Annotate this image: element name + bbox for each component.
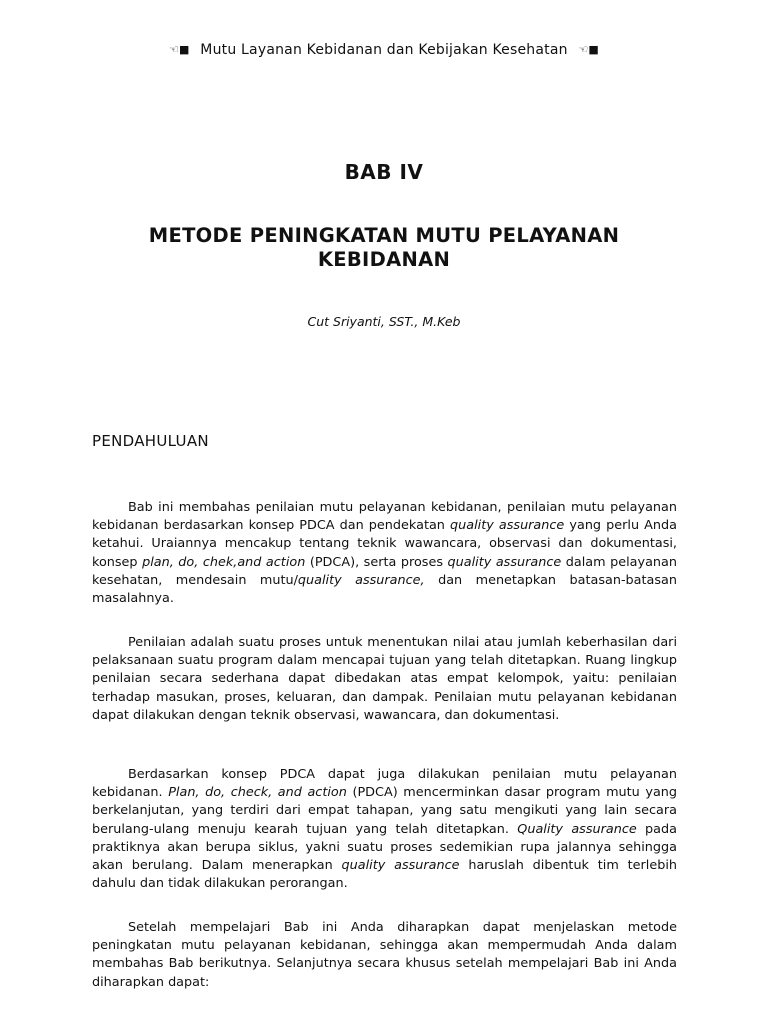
running-header	[0, 42, 768, 58]
body-paragraph	[92, 766, 677, 893]
paragraph-text: dan menetapkan batasan-batasan masalahnya.	[92, 572, 678, 607]
running-header-text: Mutu Layanan Kebidanan dan Kebijakan Kesehatan	[200, 42, 568, 58]
author-name: Cut Sriyanti, SST., M.Keb	[307, 314, 461, 329]
paragraph-text: yang perlu Anda ketahui. Uraiannya mencakup tentang teknik wawancara, observasi dan dokumentasi, konsep	[92, 518, 678, 570]
body-paragraph	[92, 919, 677, 992]
chapter-title-line-1: METODE PENINGKATAN MUTU PELAYANAN	[148, 224, 620, 247]
paragraph-text: Penilaian adalah suatu proses untuk menentukan nilai atau jumlah keberhasilan dari pelaksanaan suatu program dalam mencapai tujuan yang telah ditetapkan. Ruang lingkup penilaian secara sederhana dapat dibedakan atas empat kelompok, yaitu: penilaian terhadap masukan, proses, keluaran, dan dampak. Penilaian mutu pelayanan kebidanan dapat dilakukan dengan teknik observasi, wawancara, dan dokumentasi.	[92, 635, 677, 723]
section-heading: PENDAHULUAN	[92, 432, 209, 450]
chapter-heading: BAB IV	[344, 160, 424, 184]
paragraph-text: Setelah mempelajari Bab ini Anda diharapkan dapat menjelaskan metode peningkatan mutu pelayanan kebidanan, sehingga akan mempermudah Anda dalam membahas Bab berikutnya. Selanjutnya secara khusus setelah mempelajari Bab ini Anda diharapkan dapat:	[92, 920, 677, 990]
italic-term: quality assurance	[341, 858, 460, 874]
italic-term: quality assurance,	[297, 572, 425, 588]
italic-term: quality assurance	[450, 518, 565, 534]
chapter-title	[0, 224, 768, 272]
paragraph-text: (PDCA), serta proses	[305, 554, 448, 570]
chapter-title-line-2: KEBIDANAN	[317, 248, 451, 271]
body-paragraph	[92, 634, 677, 725]
pointing-hand-icon: ☜■	[168, 43, 190, 56]
paragraph-text: Berdasarkan konsep PDCA dapat juga dilakukan penilaian mutu pelayanan kebidanan.	[92, 767, 677, 801]
paragraph-text: (PDCA) mencerminkan dasar program mutu yang berkelanjutan, yang terdiri dari empat tahapan, yang satu mengikuti yang lain secara berulang-ulang menuju kearah tujuan yang telah ditetapkan.	[92, 785, 678, 837]
italic-term: quality assurance	[447, 554, 562, 570]
italic-term: Quality assurance	[517, 821, 637, 837]
paragraph-text: haruslah dibentuk tim terlebih dahulu dan tidak dilakukan perorangan.	[92, 858, 677, 892]
pointing-hand-icon: ☜■	[578, 43, 599, 56]
paragraph-text: dalam pelayanan kesehatan, mendesain mutu/	[92, 554, 677, 588]
paragraph-text: pada praktiknya akan berupa siklus, yakni suatu proses sedemikian rupa jalannya sehingga akan berulang. Dalam menerapkan	[92, 821, 677, 874]
paragraph-text: Bab ini membahas penilaian mutu pelayanan kebidanan, penilaian mutu pelayanan kebidanan berdasarkan konsep PDCA dan pendekatan	[92, 500, 677, 534]
body-paragraph	[92, 499, 677, 608]
italic-term: Plan, do, check, and action	[168, 785, 347, 801]
italic-term: plan, do, chek,and action	[142, 554, 306, 570]
